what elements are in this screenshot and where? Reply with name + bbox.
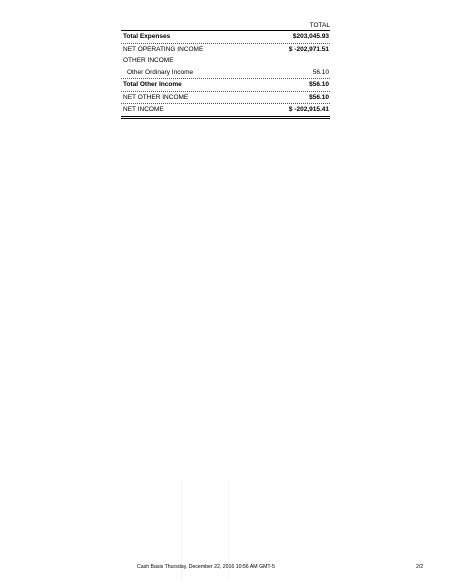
row-amount: $56.10 (309, 93, 329, 101)
row-total-expenses (121, 31, 330, 44)
row-label: Other Ordinary Income (127, 68, 194, 76)
row-other-income (121, 55, 330, 67)
row-amount: 56.10 (312, 68, 329, 76)
row-amount (329, 55, 330, 67)
row-label: OTHER INCOME (123, 57, 174, 64)
row-amount: $ -202,915.41 (288, 106, 329, 113)
income-statement-table (121, 21, 330, 119)
row-label: NET INCOME (123, 106, 164, 113)
row-amount: $56.10 (309, 81, 329, 88)
row-amount: $ -202,971.51 (288, 45, 329, 53)
page-footer (0, 562, 453, 572)
row-label: Total Expenses (123, 33, 171, 40)
row-label: NET OTHER INCOME (123, 93, 189, 101)
row-label: NET OPERATING INCOME (123, 45, 204, 53)
row-net-operating-income (121, 44, 330, 56)
row-net-other-income (121, 92, 330, 105)
row-total-other-income (121, 78, 330, 92)
row-amount: $203,045.93 (292, 33, 329, 40)
column-header-total: TOTAL (121, 21, 330, 31)
row-other-ordinary-income (121, 67, 330, 79)
row-label: Total Other Income (123, 81, 182, 88)
footer-meta: Cash Basis Thursday, December 22, 2016 10:56 AM GMT-5 (137, 564, 275, 570)
page-number: 2/2 (416, 564, 424, 570)
row-net-income (121, 104, 330, 119)
